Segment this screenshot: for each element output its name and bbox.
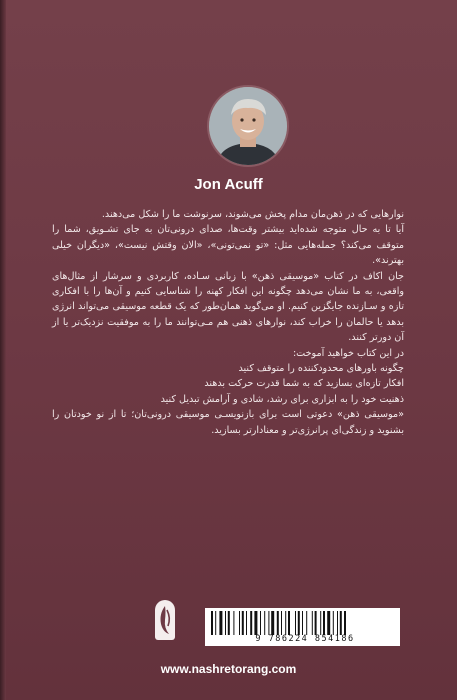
author-portrait-icon bbox=[209, 87, 287, 165]
publisher-logo-icon bbox=[155, 600, 175, 640]
blurb-paragraph: نوارهایی که در ذهن‌مان مدام پخش می‌شوند، سرنوشت ما را شکل می‌دهند. bbox=[101, 209, 404, 220]
blurb-list-item: ذهنیت خود را به ابزاری برای رشد، شادی و آرامش تبدیل کنید bbox=[160, 393, 404, 405]
blurb bbox=[52, 207, 404, 438]
publisher-website: www.nashretorang.com bbox=[160, 662, 297, 676]
blurb-list-item: چگونه باورهای محدودکننده را متوقف کنید bbox=[238, 363, 404, 375]
book-spine-edge bbox=[0, 0, 6, 700]
blurb-list-heading: در این کتاب خواهید آموخت: bbox=[292, 347, 404, 359]
author-name: Jon Acuff bbox=[194, 176, 263, 193]
blurb-closing: «موسیقی ذهن» دعوتی است برای بازنویسـی موسیقی درونی‌تان؛ تا از نو خودتان را بشنوید و زندگی‌ای پرانرژی‌تر و معنادارتر بسازید. bbox=[52, 409, 404, 436]
blurb-paragraph: جان اکاف در کتاب «موسیقی ذهن» با زبانی سـاده، کاربردی و سرشار از مثال‌های واقعی، به ما نشان می‌دهد چگونه این افکار کهنه را شناسایی کنیم و آن‌ها را با افکاری تازه و سـازنده جایگزین کنیم. او می‌گوید همان‌طور که یک قطعه موسیقی می‌تواند انرژی بدهد یا حالمان را خراب کند، نوارهای ذهنی هم مـی‌توانند ما را به موفقیت نزدیک‌تر یا از آن دورتر کنند. bbox=[52, 270, 404, 344]
blurb-paragraph: آیا تا به حال متوجه شده‌اید بیشتر وقت‌ها، صدای درونی‌تان به جای تشـویق، شما را متوقف می‌کند؟ جمله‌هایی مثل: «تو نمی‌تونی»، «الان وقتش نیست»، «دیگران خیلی بهترند». bbox=[52, 224, 404, 267]
blurb-list-item: افکار تازه‌ای بسازید که به شما قدرت حرکت بدهند bbox=[204, 378, 404, 390]
isbn-number: 9 786224 854186 bbox=[255, 634, 355, 644]
author-photo bbox=[207, 85, 289, 167]
